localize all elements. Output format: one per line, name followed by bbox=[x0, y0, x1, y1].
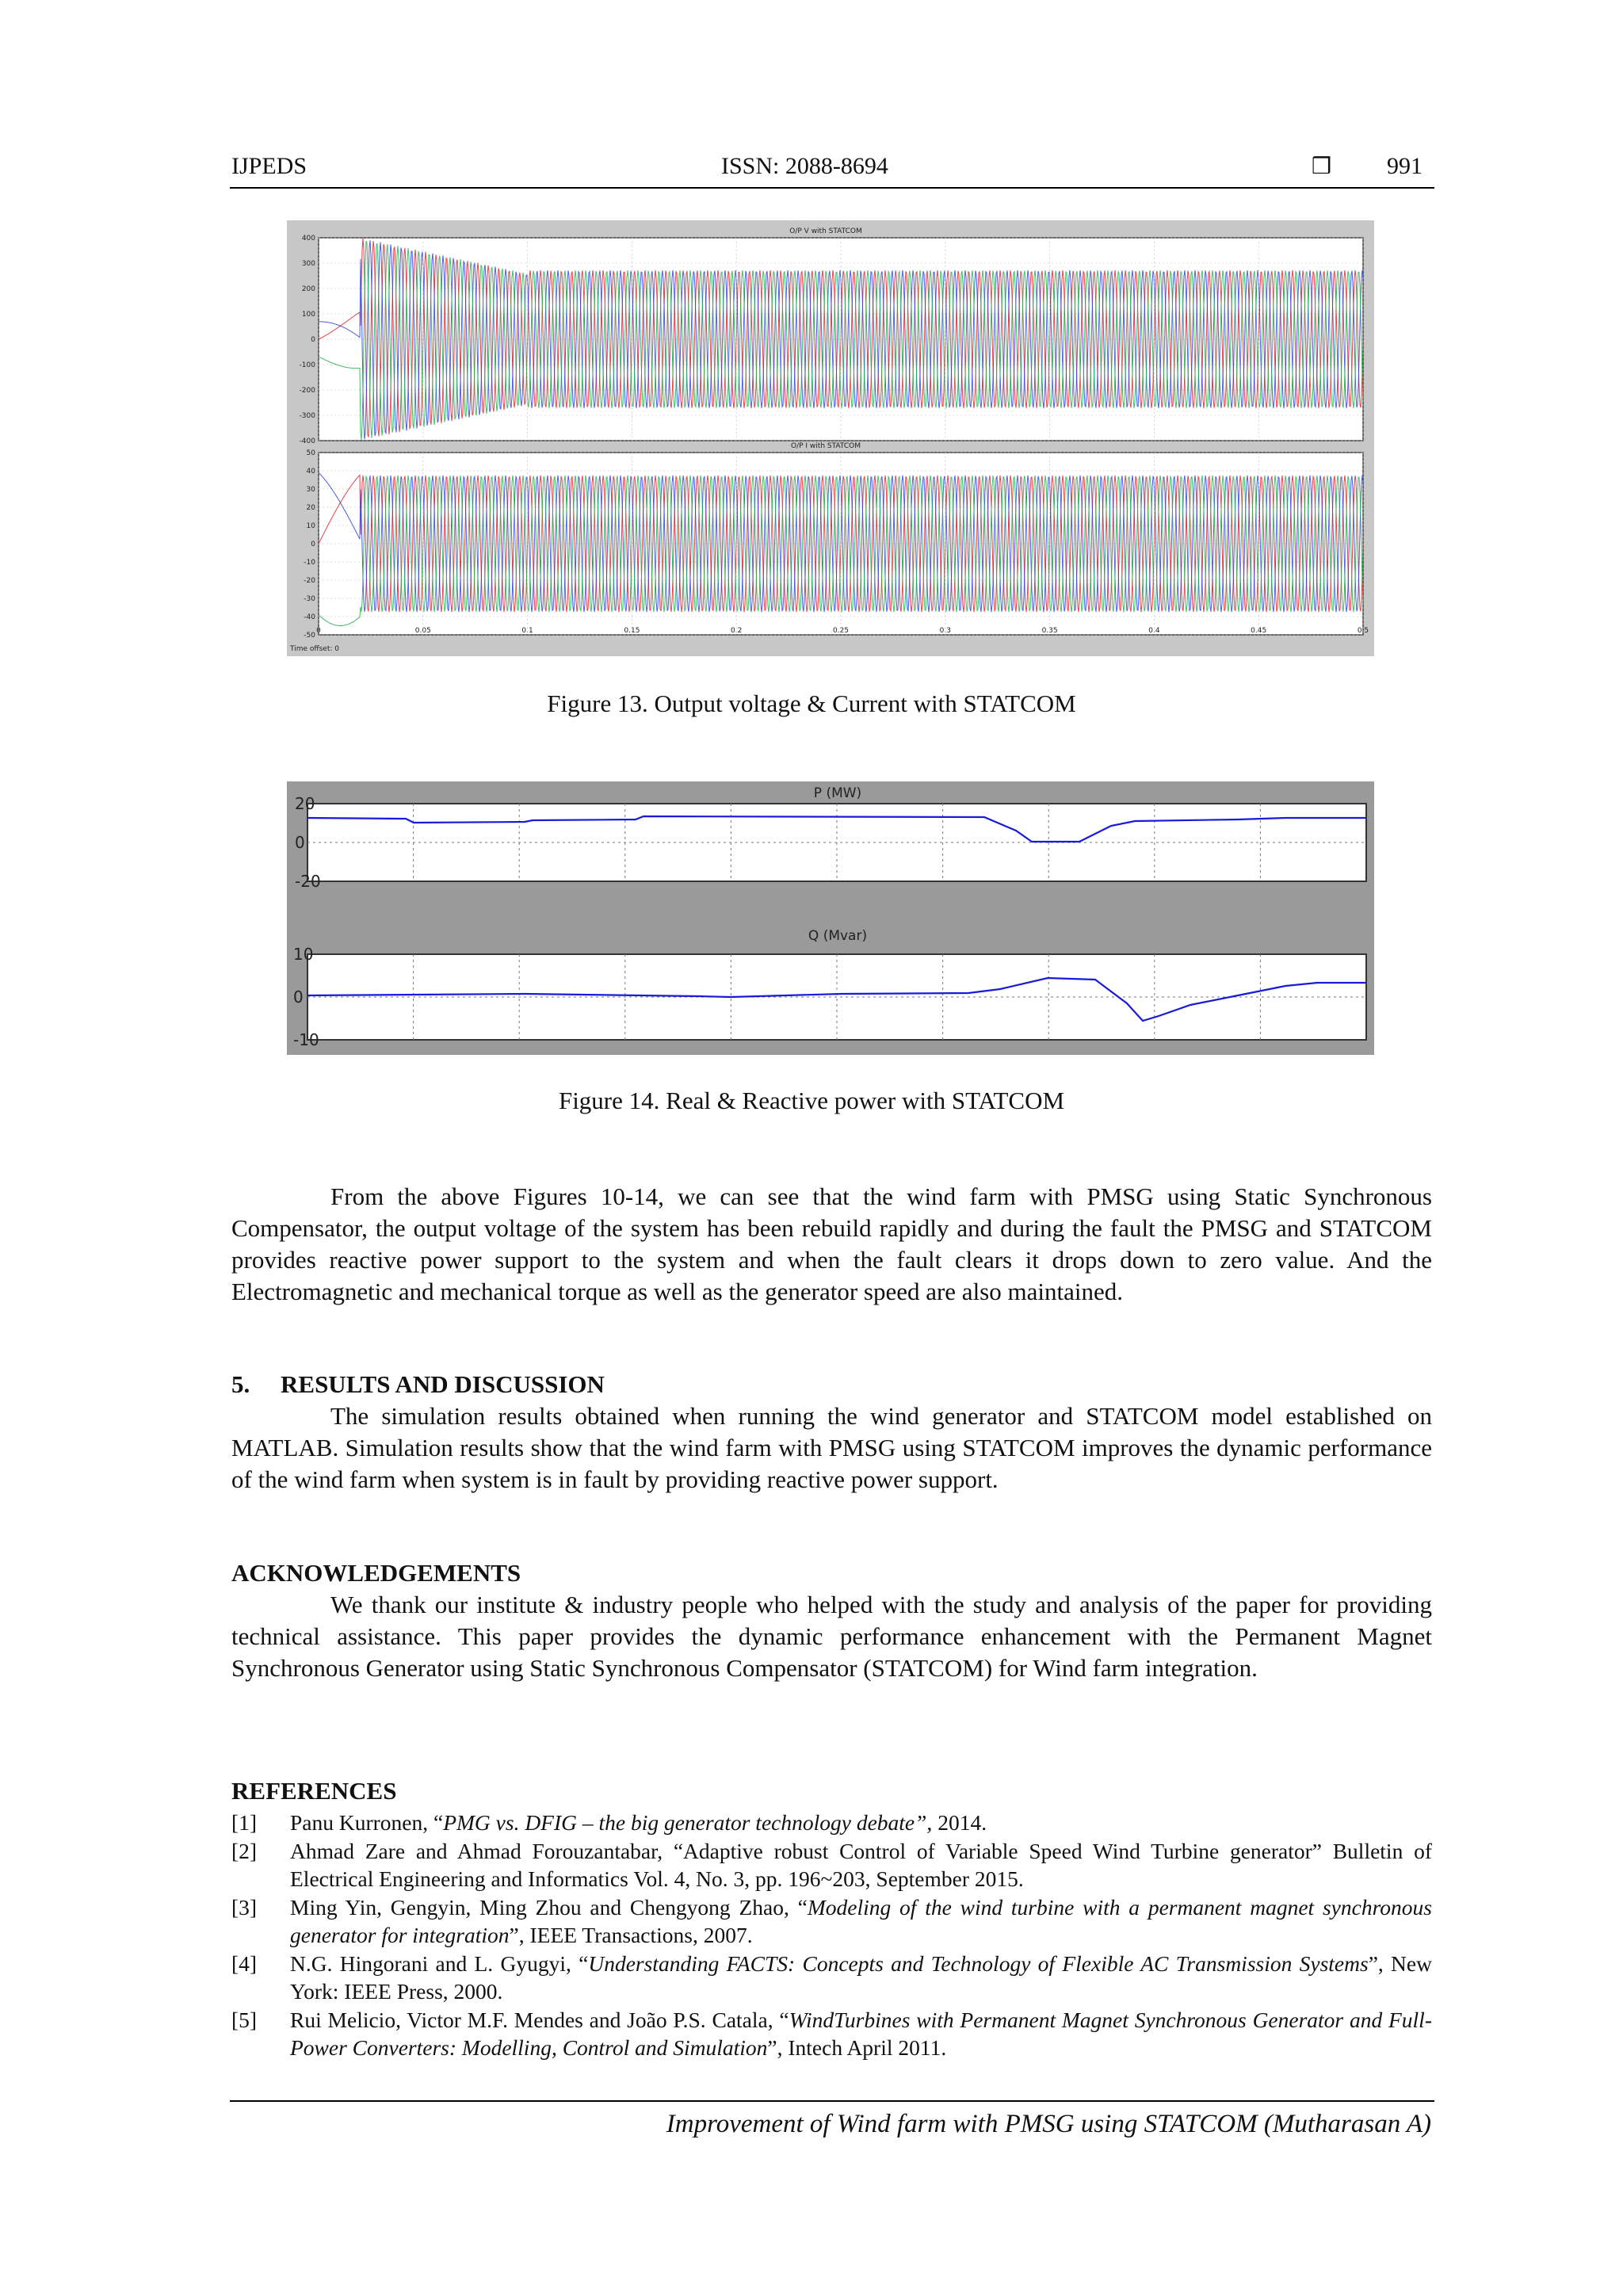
v-tick-label: -100 bbox=[299, 361, 315, 369]
acknowledgements-heading: ACKNOWLEDGEMENTS bbox=[231, 1559, 521, 1587]
reference-number: [5] bbox=[231, 2008, 258, 2032]
fig14-bottom-title: Q (Mvar) bbox=[808, 928, 868, 944]
reference-text: Panu Kurronen, “PMG vs. DFIG – the big generator technology debate”, 2014. bbox=[290, 1810, 987, 1835]
x-tick-label: 0.25 bbox=[832, 627, 850, 635]
section-5-heading: 5. RESULTS AND DISCUSSION bbox=[231, 1370, 605, 1398]
page-marker-icon: ❒ bbox=[1312, 153, 1332, 179]
reference-number: [1] bbox=[231, 1810, 258, 1835]
section-5-paragraph: The simulation results obtained when running the wind generator and STATCOM model established on MATLAB. Simulation results show that the wind farm with PMSG using STATCOM improves the dynamic performance of the wind farm when system is in fault by providing reactive power support. bbox=[231, 1402, 1432, 1493]
page-number: 991 bbox=[1387, 153, 1423, 179]
reference-item bbox=[231, 1809, 1432, 1836]
x-tick-label: 0.1 bbox=[521, 627, 533, 635]
i-tick-label: -30 bbox=[304, 595, 315, 603]
p-tick-label: 0 bbox=[295, 833, 305, 852]
i-tick-label: 10 bbox=[306, 522, 315, 530]
v-tick-label: -200 bbox=[299, 387, 315, 395]
reference-item bbox=[231, 1837, 1432, 1893]
v-tick-label: 0 bbox=[311, 336, 315, 344]
header-rule bbox=[230, 187, 1434, 189]
q-tick-label: 10 bbox=[293, 945, 314, 964]
x-tick-label: 0.5 bbox=[1357, 627, 1369, 635]
reference-number: [3] bbox=[231, 1895, 258, 1920]
references-list bbox=[231, 1809, 1432, 2062]
figure-14-caption: Figure 14. Real & Reactive power with STATCOM bbox=[558, 1087, 1065, 1114]
x-tick-label: 0.2 bbox=[731, 627, 743, 635]
fig13-top-title: O/P V with STATCOM bbox=[789, 227, 862, 235]
x-tick-label: 0.4 bbox=[1148, 627, 1160, 635]
i-tick-label: -20 bbox=[304, 577, 315, 585]
x-tick-label: 0.05 bbox=[414, 627, 431, 635]
references-heading: REFERENCES bbox=[231, 1777, 397, 1805]
journal-name: IJPEDS bbox=[231, 153, 307, 179]
fig13-bottom-title: O/P I with STATCOM bbox=[791, 442, 861, 450]
v-tick-label: -300 bbox=[299, 412, 315, 420]
reference-text: Ming Yin, Gengyin, Ming Zhou and Chengyong Zhao, “Modeling of the wind turbine with a permanent magnet synchronous generator for integration”, IEEE Transactions, 2007. bbox=[290, 1895, 1432, 1947]
q-tick-label: 0 bbox=[293, 988, 304, 1007]
reference-text: Ahmad Zare and Ahmad Forouzantabar, “Adaptive robust Control of Variable Speed Wind Turbine generator” Bulletin of Electrical Engineering and Informatics Vol. 4, No. 3, pp. 196~203, September 2015. bbox=[290, 1839, 1432, 1891]
p-tick-label: -20 bbox=[295, 872, 321, 891]
issn: ISSN: 2088-8694 bbox=[721, 153, 888, 179]
fig14-top-title: P (MW) bbox=[813, 785, 862, 801]
i-tick-label: 30 bbox=[306, 486, 315, 494]
x-tick-label: 0.35 bbox=[1041, 627, 1058, 635]
discussion-paragraph: From the above Figures 10-14, we can see that the wind farm with PMSG using Static Synchronous Compensator, the output voltage of the system has been rebuild rapidly and during the fault the PMSG and STATCOM provides reactive power support to the system and when the fault clears it drops down to zero value. And the Electromagnetic and mechanical torque as well as the generator speed are also maintained. bbox=[231, 1182, 1432, 1305]
reference-item bbox=[231, 2006, 1432, 2061]
footer-rule bbox=[230, 2100, 1434, 2102]
acknowledgements-paragraph: We thank our institute & industry people who helped with the study and analysis of the paper for providing technical assistance. This paper provides the dynamic performance enhancement with the Permanent Magnet Synchronous Generator using Static Synchronous Compensator (STATCOM) for Wind farm integration. bbox=[231, 1591, 1432, 1682]
reference-number: [2] bbox=[231, 1839, 258, 1863]
i-tick-label: 50 bbox=[306, 449, 315, 457]
i-tick-label: -50 bbox=[304, 632, 315, 640]
v-tick-label: -400 bbox=[299, 437, 315, 445]
i-tick-label: 0 bbox=[311, 541, 315, 548]
q-tick-label: -10 bbox=[293, 1030, 319, 1049]
figure-14 bbox=[287, 781, 1374, 1055]
i-tick-label: -40 bbox=[304, 613, 315, 621]
x-tick-label: 0.3 bbox=[939, 627, 951, 635]
x-tick-label: 0.45 bbox=[1251, 627, 1267, 635]
reference-number: [4] bbox=[231, 1951, 258, 1976]
v-tick-label: 400 bbox=[301, 235, 315, 243]
reference-item bbox=[231, 1950, 1432, 2005]
running-footer: Improvement of Wind farm with PMSG using STATCOM (Mutharasan A) bbox=[666, 2110, 1431, 2138]
figure-13-caption: Figure 13. Output voltage & Current with STATCOM bbox=[547, 690, 1076, 717]
v-tick-label: 100 bbox=[301, 311, 315, 319]
figure-13 bbox=[287, 220, 1374, 656]
i-tick-label: -10 bbox=[304, 559, 315, 567]
i-tick-label: 40 bbox=[306, 468, 315, 476]
x-tick-label: 0 bbox=[316, 627, 321, 635]
reference-item bbox=[231, 1893, 1432, 1949]
p-tick-label: 20 bbox=[295, 794, 315, 813]
i-tick-label: 20 bbox=[306, 504, 315, 512]
v-tick-label: 200 bbox=[301, 285, 315, 293]
x-tick-label: 0.15 bbox=[624, 627, 640, 635]
reference-text: Rui Melicio, Victor M.F. Mendes and João P.S. Catala, “WindTurbines with Permanent Magnet Synchronous Generator and Full-Power Converters: Modelling, Control and Simulation”, Intech April 2011. bbox=[290, 2008, 1432, 2060]
reference-text: N.G. Hingorani and L. Gyugyi, “Understanding FACTS: Concepts and Technology of Flexible AC Transmission Systems”, New York: IEEE Press, 2000. bbox=[290, 1951, 1432, 2004]
v-tick-label: 300 bbox=[301, 260, 315, 268]
fig13-time-offset: Time offset: 0 bbox=[290, 645, 339, 653]
